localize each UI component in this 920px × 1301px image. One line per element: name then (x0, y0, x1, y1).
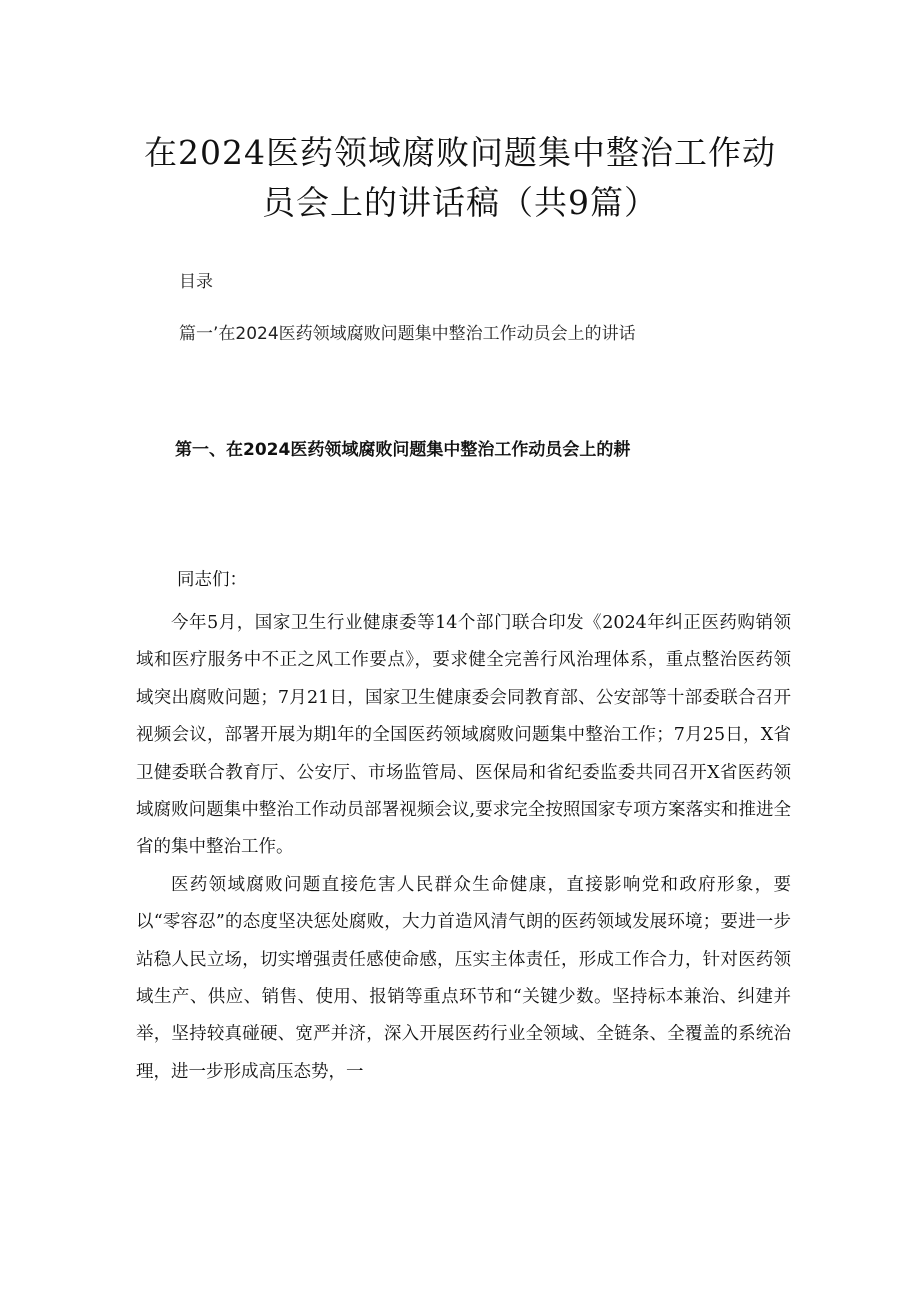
body-text (136, 605, 791, 1091)
paragraph: 医药领域腐败问题直接危害人民群众生命健康，直接影响党和政府形象，要以“零容忍”的态度坚决惩处腐败，大力首造风清气朗的医药领域发展环境；要进一步站稳人民立场，切实增强责任感使命感，压实主体责任，形成工作合力，针对医药领域生产、供应、销售、使用、报销等重点环节和“关键少数。坚持标本兼治、纠建并举，坚持较真碰硬、宽严并济，深入开展医药行业全领域、全链条、全覆盖的系统治理，进一步形成高压态势，一 (136, 874, 791, 1082)
salutation: 同志们： (177, 570, 247, 590)
document-title: 在2024医药领域腐败问题集中整治工作动员会上的讲话稿（共9篇） (144, 133, 776, 222)
toc-item[interactable]: 篇一’在2024医药领域腐败问题集中整治工作动员会上的讲话 (179, 324, 636, 344)
toc-heading: 目录 (179, 272, 213, 292)
paragraph: 今年5月，国家卫生行业健康委等14个部门联合印发《2024年纠正医药购销领域和医疗服务中不正之风工作要点》，要求健全完善行风治理体系，重点整治医药领域突出腐败问题；7月21日，国家卫生健康委会同教育部、公安部等十部委联合召开视频会议，部署开展为期l年的全国医药领域腐败问题集中整治工作；7月25日，X省卫健委联合教育厅、公安厅、市场监管局、医保局和省纪委监委共同召开X省医药领域腐败问题集中整治工作动员部署视频会议,要求完全按照国家专项方案落实和推进全省的集中整治工作。 (136, 613, 791, 858)
section-heading: 第一、在2024医药领域腐败问题集中整治工作动员会上的耕 (175, 440, 631, 460)
